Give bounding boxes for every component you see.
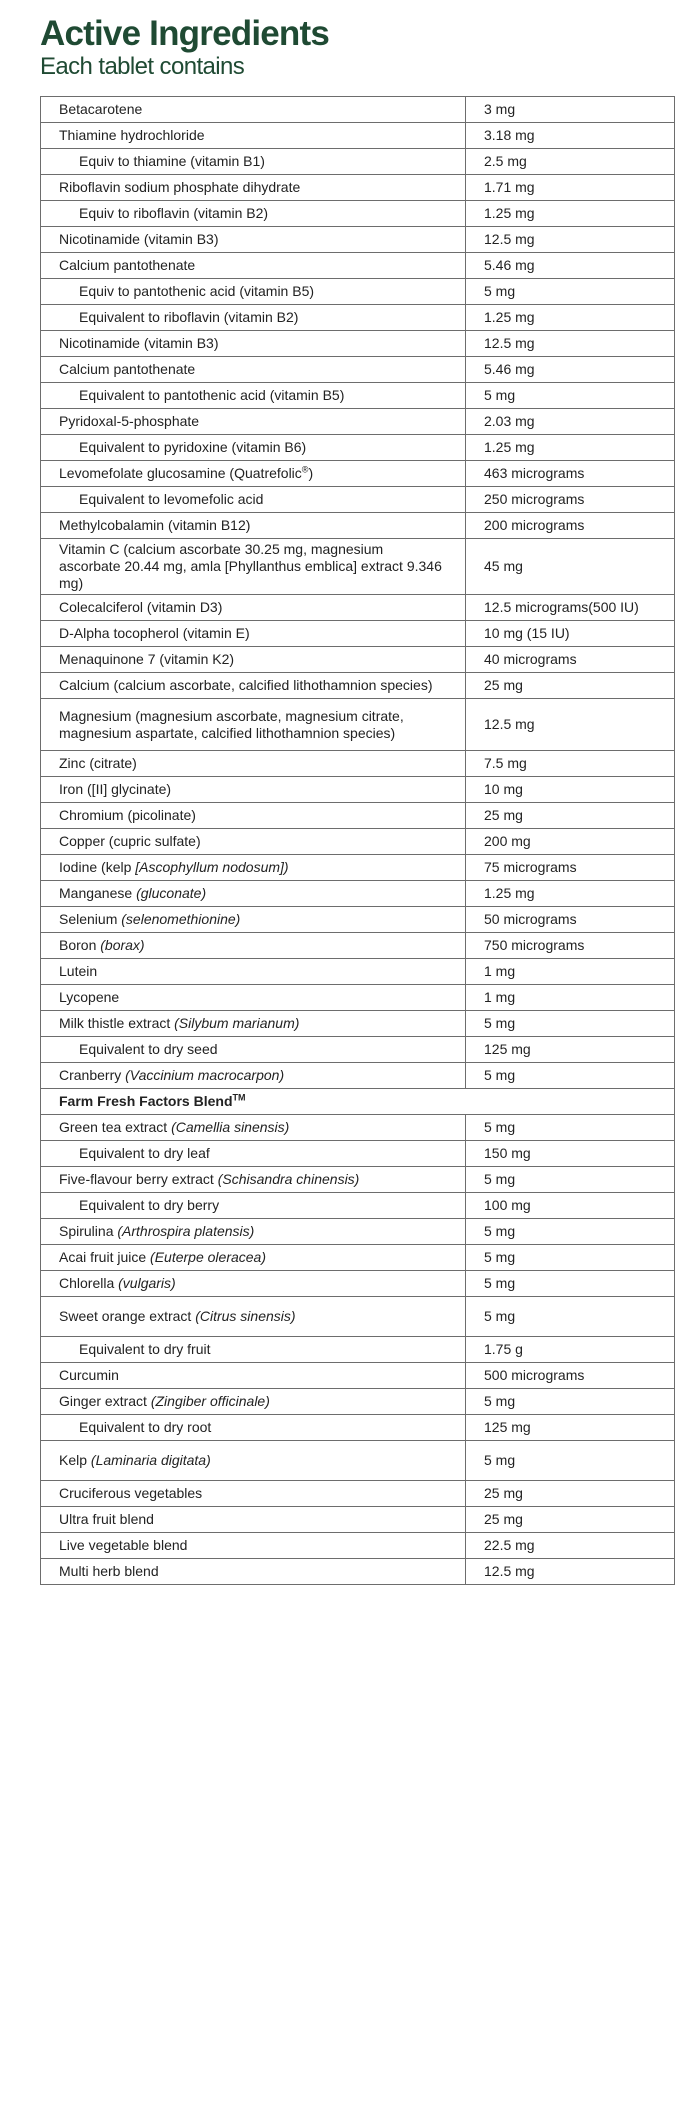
scientific-name: (gluconate) xyxy=(136,885,207,901)
superscript-mark: ® xyxy=(301,464,309,475)
table-row xyxy=(41,435,675,461)
table-row xyxy=(41,1063,675,1089)
ingredient-name xyxy=(41,1441,466,1481)
ingredient-amount: 7.5 mg xyxy=(466,751,675,777)
ingredient-name xyxy=(41,1533,466,1559)
ingredient-text: Kelp xyxy=(59,1452,91,1468)
ingredient-amount: 750 micrograms xyxy=(466,933,675,959)
heading xyxy=(40,14,329,80)
table-row xyxy=(41,1389,675,1415)
ingredient-text: Magnesium (magnesium ascorbate, magnesium citrate, magnesium aspartate, calcified lithothamnion species) xyxy=(59,707,404,741)
ingredient-name xyxy=(41,279,466,305)
ingredient-text: Calcium pantothenate xyxy=(59,361,196,377)
ingredient-amount: 2.5 mg xyxy=(466,149,675,175)
ingredient-name xyxy=(41,1507,466,1533)
ingredient-text: Zinc (citrate) xyxy=(59,755,137,771)
ingredient-amount: 125 mg xyxy=(466,1415,675,1441)
table-row xyxy=(41,331,675,357)
table-row xyxy=(41,513,675,539)
ingredient-name xyxy=(41,1011,466,1037)
ingredient-amount: 5.46 mg xyxy=(466,253,675,279)
ingredient-text: Thiamine hydrochloride xyxy=(59,127,205,143)
ingredient-name xyxy=(41,595,466,621)
ingredient-name xyxy=(41,1415,466,1441)
ingredient-name xyxy=(41,1337,466,1363)
ingredient-text: Riboflavin sodium phosphate dihydrate xyxy=(59,179,301,195)
table-row xyxy=(41,751,675,777)
ingredient-name xyxy=(41,907,466,933)
scientific-name: (Zingiber officinale) xyxy=(150,1393,270,1409)
ingredient-name xyxy=(41,487,466,513)
table-row xyxy=(41,1441,675,1481)
ingredient-text: Manganese xyxy=(59,885,137,901)
table-row xyxy=(41,933,675,959)
ingredient-amount: 1 mg xyxy=(466,985,675,1011)
scientific-name: (Schisandra chinensis) xyxy=(217,1171,360,1187)
ingredient-text: Equivalent to riboflavin (vitamin B2) xyxy=(79,309,299,325)
ingredient-name xyxy=(41,855,466,881)
ingredient-amount: 5 mg xyxy=(466,1297,675,1337)
ingredient-amount: 25 mg xyxy=(466,803,675,829)
ingredient-amount: 1.25 mg xyxy=(466,435,675,461)
ingredient-amount: 100 mg xyxy=(466,1193,675,1219)
table-row xyxy=(41,907,675,933)
ingredient-name xyxy=(41,409,466,435)
ingredient-amount: 12.5 mg xyxy=(466,1559,675,1585)
ingredient-name xyxy=(41,1271,466,1297)
ingredient-name xyxy=(41,227,466,253)
ingredient-text: Curcumin xyxy=(59,1367,119,1383)
ingredient-amount: 3.18 mg xyxy=(466,123,675,149)
ingredient-text: Chromium (picolinate) xyxy=(59,807,196,823)
ingredient-name xyxy=(41,1481,466,1507)
ingredient-text: Betacarotene xyxy=(59,101,143,117)
ingredient-amount: 5 mg xyxy=(466,1063,675,1089)
table-row xyxy=(41,175,675,201)
ingredient-text: Ultra fruit blend xyxy=(59,1511,154,1527)
ingredient-name xyxy=(41,97,466,123)
ingredient-text: Multi herb blend xyxy=(59,1563,159,1579)
table-row xyxy=(41,1245,675,1271)
ingredient-name xyxy=(41,149,466,175)
ingredient-amount: 45 mg xyxy=(466,539,675,595)
table-row xyxy=(41,1011,675,1037)
ingredient-name xyxy=(41,513,466,539)
ingredient-name xyxy=(41,305,466,331)
table-row xyxy=(41,461,675,487)
ingredient-text: Live vegetable blend xyxy=(59,1537,188,1553)
ingredient-name xyxy=(41,1245,466,1271)
table-row xyxy=(41,123,675,149)
ingredient-name xyxy=(41,1063,466,1089)
ingredient-amount: 5 mg xyxy=(466,1219,675,1245)
table-row xyxy=(41,97,675,123)
ingredient-text: Equiv to thiamine (vitamin B1) xyxy=(79,153,265,169)
ingredient-text: Five-flavour berry extract xyxy=(59,1171,218,1187)
table-row xyxy=(41,621,675,647)
ingredient-name xyxy=(41,1141,466,1167)
ingredient-text: Iron ([II] glycinate) xyxy=(59,781,172,797)
ingredient-text: Chlorella xyxy=(59,1275,119,1291)
table-row xyxy=(41,149,675,175)
table-row xyxy=(41,409,675,435)
ingredient-text: Spirulina xyxy=(59,1223,118,1239)
scientific-name: (Citrus sinensis) xyxy=(195,1308,296,1324)
ingredient-text: Calcium (calcium ascorbate, calcified lithothamnion species) xyxy=(59,677,433,693)
ingredient-text: Equivalent to pantothenic acid (vitamin B5) xyxy=(79,387,345,403)
ingredient-name xyxy=(41,461,466,487)
ingredient-text: Colecalciferol (vitamin D3) xyxy=(59,599,223,615)
ingredient-amount: 12.5 mg xyxy=(466,227,675,253)
ingredient-text: Boron xyxy=(59,937,101,953)
table-row xyxy=(41,1037,675,1063)
ingredient-amount: 5 mg xyxy=(466,1011,675,1037)
section-row xyxy=(41,1089,675,1115)
ingredient-text: Equivalent to dry root xyxy=(79,1419,212,1435)
table-row xyxy=(41,1507,675,1533)
ingredient-amount: 1.25 mg xyxy=(466,201,675,227)
ingredient-text: Methylcobalamin (vitamin B12) xyxy=(59,517,251,533)
scientific-name: (borax) xyxy=(100,937,145,953)
ingredient-text: Equivalent to dry seed xyxy=(79,1041,218,1057)
ingredient-name xyxy=(41,539,466,595)
table-row xyxy=(41,539,675,595)
table-row xyxy=(41,487,675,513)
table-row xyxy=(41,1533,675,1559)
scientific-name: (Laminaria digitata) xyxy=(90,1452,211,1468)
ingredient-amount: 5 mg xyxy=(466,1245,675,1271)
ingredients-table xyxy=(40,96,675,1585)
scientific-name: (selenomethionine) xyxy=(121,911,241,927)
ingredient-name xyxy=(41,1389,466,1415)
scientific-name: (Euterpe oleracea) xyxy=(150,1249,266,1265)
scientific-name: (Silybum marianum) xyxy=(174,1015,300,1031)
ingredient-amount: 25 mg xyxy=(466,1481,675,1507)
table-row xyxy=(41,673,675,699)
ingredient-text: Sweet orange extract xyxy=(59,1308,196,1324)
scientific-name: (Arthrospira platensis) xyxy=(117,1223,255,1239)
ingredient-text: Selenium xyxy=(59,911,122,927)
ingredient-name xyxy=(41,331,466,357)
table-row xyxy=(41,383,675,409)
table-row xyxy=(41,227,675,253)
ingredient-amount: 40 micrograms xyxy=(466,647,675,673)
ingredient-name xyxy=(41,123,466,149)
table-row xyxy=(41,1481,675,1507)
table-row xyxy=(41,1193,675,1219)
ingredient-amount: 200 mg xyxy=(466,829,675,855)
ingredient-amount: 75 micrograms xyxy=(466,855,675,881)
ingredient-text: Cruciferous vegetables xyxy=(59,1485,203,1501)
ingredient-amount: 1.25 mg xyxy=(466,881,675,907)
scientific-name: (vulgaris) xyxy=(118,1275,176,1291)
ingredient-amount: 250 micrograms xyxy=(466,487,675,513)
ingredient-name xyxy=(41,985,466,1011)
ingredient-amount: 12.5 micrograms(500 IU) xyxy=(466,595,675,621)
ingredient-name xyxy=(41,253,466,279)
page-title: Active Ingredients xyxy=(40,14,330,53)
table-row xyxy=(41,1167,675,1193)
ingredient-text: ) xyxy=(308,465,314,481)
ingredient-text: Ginger extract xyxy=(59,1393,151,1409)
ingredient-name xyxy=(41,803,466,829)
table-row xyxy=(41,253,675,279)
ingredient-text: Lycopene xyxy=(59,989,120,1005)
ingredient-text: Calcium pantothenate xyxy=(59,257,196,273)
ingredient-amount: 5 mg xyxy=(466,1441,675,1481)
table-row xyxy=(41,1559,675,1585)
ingredient-name xyxy=(41,383,466,409)
table-row xyxy=(41,201,675,227)
table-row xyxy=(41,1337,675,1363)
table-row xyxy=(41,1297,675,1337)
ingredient-text: Equivalent to dry leaf xyxy=(79,1145,210,1161)
scientific-name: (Vaccinium macrocarpon) xyxy=(125,1067,285,1083)
ingredient-name xyxy=(41,647,466,673)
ingredient-amount: 22.5 mg xyxy=(466,1533,675,1559)
ingredient-amount: 463 micrograms xyxy=(466,461,675,487)
scientific-name: [Ascophyllum nodosum]) xyxy=(135,859,289,875)
table-row xyxy=(41,595,675,621)
table-row xyxy=(41,881,675,907)
ingredient-text: Acai fruit juice xyxy=(59,1249,151,1265)
table-row xyxy=(41,279,675,305)
ingredients-table-body xyxy=(41,97,675,1585)
table-row xyxy=(41,699,675,751)
ingredient-name xyxy=(41,435,466,461)
ingredient-name xyxy=(41,751,466,777)
ingredient-amount: 5 mg xyxy=(466,383,675,409)
table-row xyxy=(41,855,675,881)
ingredient-name xyxy=(41,621,466,647)
ingredient-amount: 5.46 mg xyxy=(466,357,675,383)
ingredient-amount: 1.25 mg xyxy=(466,305,675,331)
table-row xyxy=(41,777,675,803)
ingredient-text: Copper (cupric sulfate) xyxy=(59,833,201,849)
table-row xyxy=(41,829,675,855)
ingredient-name xyxy=(41,175,466,201)
ingredient-amount: 500 micrograms xyxy=(466,1363,675,1389)
ingredient-amount: 10 mg (15 IU) xyxy=(466,621,675,647)
ingredient-amount: 12.5 mg xyxy=(466,331,675,357)
ingredient-text: Equivalent to levomefolic acid xyxy=(79,491,264,507)
ingredient-amount: 125 mg xyxy=(466,1037,675,1063)
ingredient-name xyxy=(41,881,466,907)
ingredient-amount: 1.71 mg xyxy=(466,175,675,201)
ingredient-amount: 150 mg xyxy=(466,1141,675,1167)
ingredient-amount: 5 mg xyxy=(466,279,675,305)
table-row xyxy=(41,1141,675,1167)
ingredient-amount: 12.5 mg xyxy=(466,699,675,751)
ingredient-amount: 5 mg xyxy=(466,1389,675,1415)
ingredient-text: Menaquinone 7 (vitamin K2) xyxy=(59,651,235,667)
table-row xyxy=(41,1415,675,1441)
table-row xyxy=(41,357,675,383)
ingredient-amount: 10 mg xyxy=(466,777,675,803)
ingredient-amount: 5 mg xyxy=(466,1167,675,1193)
ingredient-amount: 200 micrograms xyxy=(466,513,675,539)
page-subtitle: Each tablet contains xyxy=(40,53,245,80)
ingredient-text: Equiv to riboflavin (vitamin B2) xyxy=(79,205,269,221)
ingredient-amount: 2.03 mg xyxy=(466,409,675,435)
ingredient-amount: 25 mg xyxy=(466,673,675,699)
ingredient-name xyxy=(41,1193,466,1219)
scientific-name: (Camellia sinensis) xyxy=(171,1119,290,1135)
ingredient-amount: 1 mg xyxy=(466,959,675,985)
ingredient-name xyxy=(41,1167,466,1193)
ingredient-name xyxy=(41,1115,466,1141)
ingredient-amount: 5 mg xyxy=(466,1115,675,1141)
ingredient-text: Lutein xyxy=(59,963,98,979)
table-row xyxy=(41,1271,675,1297)
ingredient-text: Levomefolate glucosamine (Quatrefolic xyxy=(59,465,302,481)
ingredient-name xyxy=(41,933,466,959)
ingredient-name xyxy=(41,1297,466,1337)
table-row xyxy=(41,1115,675,1141)
table-row xyxy=(41,305,675,331)
ingredient-text: Nicotinamide (vitamin B3) xyxy=(59,231,219,247)
ingredient-amount: 5 mg xyxy=(466,1271,675,1297)
ingredient-text: Green tea extract xyxy=(59,1119,172,1135)
table-row xyxy=(41,985,675,1011)
ingredient-name xyxy=(41,201,466,227)
section-heading xyxy=(41,1089,675,1115)
ingredient-text: Pyridoxal-5-phosphate xyxy=(59,413,200,429)
table-row xyxy=(41,1363,675,1389)
ingredient-name xyxy=(41,829,466,855)
ingredient-name xyxy=(41,1037,466,1063)
ingredient-text: Nicotinamide (vitamin B3) xyxy=(59,335,219,351)
ingredient-name xyxy=(41,1219,466,1245)
ingredient-text: Farm Fresh Factors Blend xyxy=(59,1093,233,1109)
ingredient-text: D-Alpha tocopherol (vitamin E) xyxy=(59,625,250,641)
ingredient-amount: 25 mg xyxy=(466,1507,675,1533)
ingredient-name xyxy=(41,1559,466,1585)
table-row xyxy=(41,803,675,829)
ingredient-text: Equivalent to dry berry xyxy=(79,1197,220,1213)
table-row xyxy=(41,1219,675,1245)
superscript-mark: TM xyxy=(232,1092,246,1103)
table-row xyxy=(41,647,675,673)
ingredient-name xyxy=(41,777,466,803)
ingredient-text: Equivalent to dry fruit xyxy=(79,1341,211,1357)
ingredient-amount: 3 mg xyxy=(466,97,675,123)
ingredient-text: Equivalent to pyridoxine (vitamin B6) xyxy=(79,439,307,455)
ingredient-name xyxy=(41,357,466,383)
ingredient-name xyxy=(41,699,466,751)
ingredient-text: Milk thistle extract xyxy=(59,1015,175,1031)
ingredient-text: Vitamin C (calcium ascorbate 30.25 mg, magnesium ascorbate 20.44 mg, amla [Phyllanthus emblica] extract 9.346 mg) xyxy=(59,541,442,591)
ingredient-name xyxy=(41,1363,466,1389)
ingredient-text: Equiv to pantothenic acid (vitamin B5) xyxy=(79,283,315,299)
ingredient-name xyxy=(41,673,466,699)
ingredient-amount: 1.75 g xyxy=(466,1337,675,1363)
ingredient-name xyxy=(41,959,466,985)
table-row xyxy=(41,959,675,985)
ingredient-text: Cranberry xyxy=(59,1067,126,1083)
ingredient-amount: 50 micrograms xyxy=(466,907,675,933)
ingredient-text: Iodine (kelp xyxy=(59,859,136,875)
